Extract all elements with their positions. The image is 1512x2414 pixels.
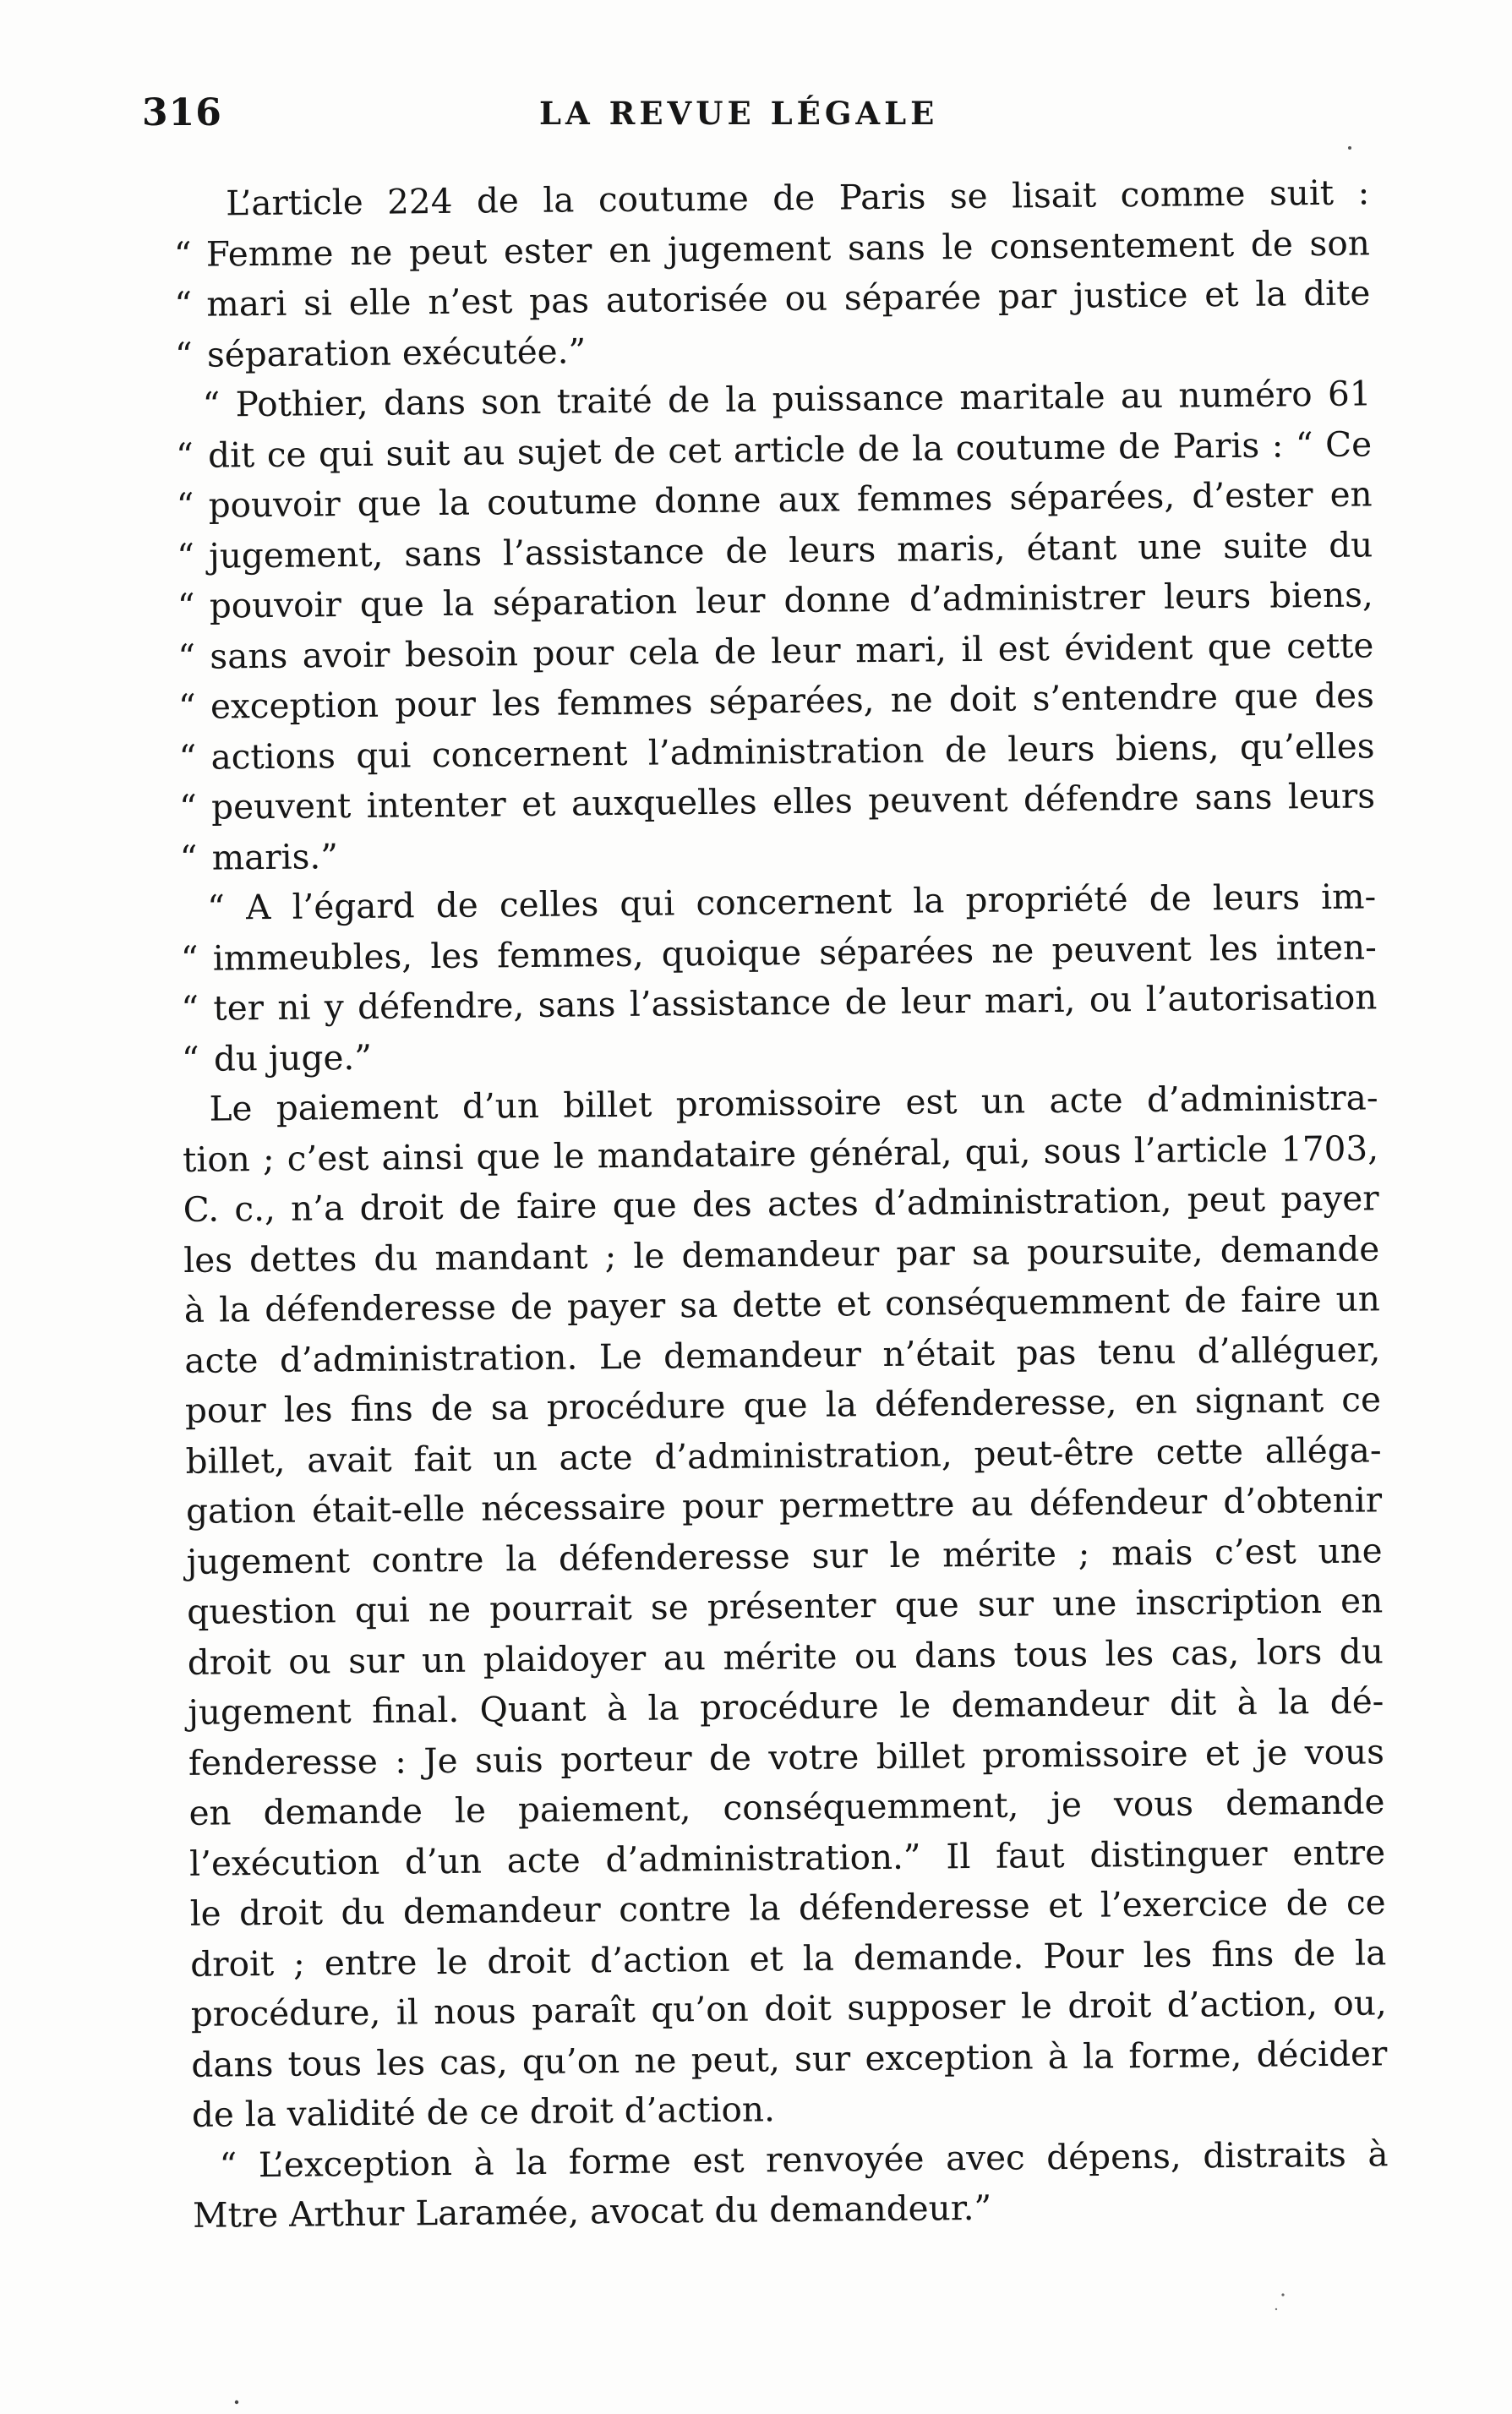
text-line: gation était-elle nécessaire pour permettre au défendeur d’obtenir xyxy=(185,1479,1383,1532)
text-line-content: actions qui concernent l’administration de leurs biens, qu’elles xyxy=(210,724,1375,778)
text-line: de la validité de ce droit d’action. xyxy=(191,2089,776,2135)
quote-mark: “ xyxy=(178,786,198,827)
text-line: C. c., n’a droit de faire que des actes d’administration, peut payer xyxy=(183,1177,1379,1230)
text-line: Le paiement d’un billet promissoire est un acte d’administra- xyxy=(209,1077,1378,1129)
quote-mark: “ xyxy=(180,937,199,979)
text-line-content: pouvoir que la séparation leur donne d’administrer leurs biens, xyxy=(209,574,1374,626)
text-line-content: immeubles, les femmes, quoique séparées ne peuvent les inten- xyxy=(212,926,1378,979)
text-line: droit ; entre le droit d’action et la demande. Pour les fins de la xyxy=(190,1931,1387,1985)
quote-mark: “ xyxy=(178,736,197,778)
text-line: pour les fins de sa procédure que la défenderesse, en signant ce xyxy=(184,1379,1382,1431)
text-line: L’article 224 de la coutume de Paris se lisait comme suit : xyxy=(226,172,1370,224)
text-line: en demande le paiement, conséquemment, je vous demande xyxy=(188,1781,1385,1833)
text-line: le droit du demandeur contre la défenderesse et l’exercice de ce xyxy=(189,1882,1386,1934)
quote-mark: “ xyxy=(177,685,196,727)
quote-mark: “ xyxy=(173,233,192,275)
text-line-content: dit ce qui suit au sujet de cet article de la coutume de Paris : “ Ce xyxy=(207,423,1373,476)
quote-mark: “ xyxy=(181,1038,199,1079)
text-line-content: jugement, sans l’assistance de leurs maris, étant une suite du xyxy=(209,523,1373,576)
text-line-content: maris.” xyxy=(211,835,339,878)
text-line: droit ou sur un plaidoyer au mérite ou dans tous les cas, lors du xyxy=(187,1630,1384,1683)
text-line: les dettes du mandant ; le demandeur par sa poursuite, demande xyxy=(183,1227,1380,1281)
text-line-content: peuvent intenter et auxquelles elles peuvent défendre sans leurs xyxy=(210,775,1376,827)
body-text xyxy=(173,167,1389,2241)
quote-mark: “ xyxy=(179,837,198,878)
text-line: tion ; c’est ainsi que le mandataire général, qui, sous l’article 1703, xyxy=(182,1127,1379,1180)
text-line: “ L’exception à la forme est renvoyée avec dépens, distraits à xyxy=(219,2133,1389,2186)
text-line-content: mari si elle n’est pas autorisée ou séparée par justice et la dite xyxy=(206,272,1371,325)
page-number: 316 xyxy=(142,91,222,134)
quote-mark: “ xyxy=(176,484,194,526)
text-line: procédure, il nous paraît qu’on doit supposer le droit d’action, ou, xyxy=(190,1982,1388,2034)
quote-mark: “ xyxy=(177,585,195,626)
text-line-content: du juge.” xyxy=(213,1036,373,1079)
text-line: acte d’administration. Le demandeur n’était pas tenu d’alléguer, xyxy=(184,1328,1381,1381)
quote-mark: “ xyxy=(174,283,193,325)
text-line: “ Pothier, dans son traité de la puissance maritale au numéro 61 xyxy=(202,373,1372,425)
quote-mark: “ xyxy=(177,636,196,677)
quote-mark: “ xyxy=(174,334,193,375)
journal-title: LA REVUE LÉGALE xyxy=(539,95,939,132)
text-line: billet, avait fait un acte d’administration, peut-être cette alléga- xyxy=(185,1428,1382,1482)
text-line: fenderesse : Je suis porteur de votre billet promissoire et je vous xyxy=(188,1730,1385,1783)
quote-mark: “ xyxy=(177,535,195,576)
text-line: Mtre Arthur Laramée, avocat du demandeur.” xyxy=(192,2187,992,2236)
text-line: jugement final. Quant à la procédure le demandeur dit à la dé- xyxy=(188,1680,1384,1733)
text-line: “ A l’égard de celles qui concernent la propriété de leurs im- xyxy=(207,876,1377,928)
text-line: à la défenderesse de payer sa dette et conséquemment de faire un xyxy=(183,1278,1381,1330)
text-line: jugement contre la défenderesse sur le mérite ; mais c’est une xyxy=(186,1529,1383,1582)
text-line-content: séparation exécutée.” xyxy=(206,330,587,375)
text-line: question qui ne pourrait se présenter que sur une inscription en xyxy=(187,1580,1384,1632)
text-line: dans tous les cas, qu’on ne peut, sur exception à la forme, décider xyxy=(191,2032,1388,2085)
text-line-content: pouvoir que la coutume donne aux femmes séparées, d’ester en xyxy=(208,473,1373,526)
text-line-content: exception pour les femmes séparées, ne doit s’entendre que des xyxy=(210,674,1375,727)
text-line-content: sans avoir besoin pour cela de leur mari, il est évident que cette xyxy=(210,624,1374,677)
text-line-content: Femme ne peut ester en jugement sans le consentement de son xyxy=(205,221,1371,275)
text-line-content: ter ni y défendre, sans l’assistance de leur mari, ou l’autorisation xyxy=(213,976,1378,1029)
quote-mark: “ xyxy=(181,987,199,1029)
quote-mark: “ xyxy=(175,434,194,476)
text-line: l’exécution d’un acte d’administration.” Il faut distinguer entre xyxy=(188,1831,1386,1884)
running-head xyxy=(142,91,1367,142)
